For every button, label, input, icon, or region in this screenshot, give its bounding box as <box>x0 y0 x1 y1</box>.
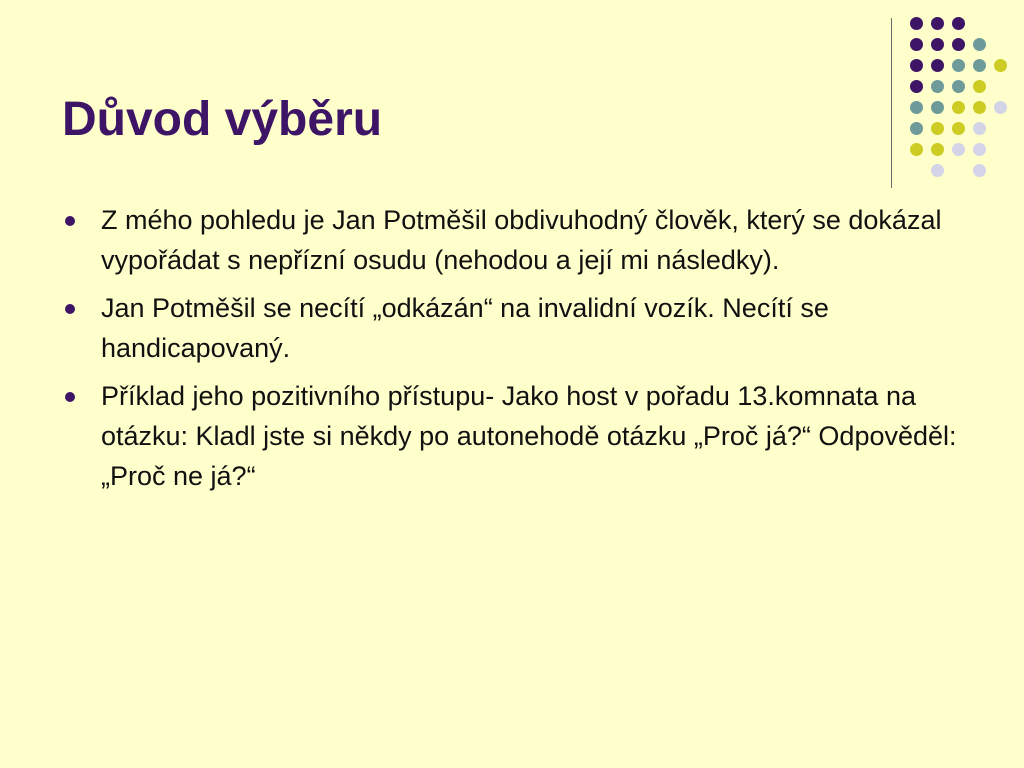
bullet-item <box>62 288 962 368</box>
slide-title: Důvod výběru <box>62 93 383 146</box>
decorative-dot <box>952 38 965 51</box>
bullet-text: Jan Potměšil se necítí „odkázán“ na invalidní vozík. Necítí se handicapovaný. <box>101 293 829 363</box>
decorative-dot <box>910 80 923 93</box>
decorative-dot <box>931 17 944 30</box>
decorative-dot <box>931 59 944 72</box>
bullet-text: Z mého pohledu je Jan Potměšil obdivuhodný člověk, který se dokázal vypořádat s nepřízní osudu (nehodou a její mi následky). <box>101 205 942 275</box>
decorative-dot <box>952 80 965 93</box>
decorative-dot <box>910 143 923 156</box>
bullet-item <box>62 376 962 496</box>
decorative-dot <box>910 38 923 51</box>
decorative-dot <box>910 122 923 135</box>
decorative-dot <box>994 101 1007 114</box>
bullet-dot-icon <box>65 304 75 314</box>
decorative-dot <box>952 122 965 135</box>
decorative-dot <box>952 143 965 156</box>
bullet-dot-icon <box>65 392 75 402</box>
vertical-divider-line <box>891 18 892 188</box>
decorative-dot <box>973 101 986 114</box>
decorative-dot <box>931 38 944 51</box>
decorative-dot <box>952 59 965 72</box>
bullet-list <box>62 200 962 504</box>
decorative-dot <box>973 59 986 72</box>
decorative-dot <box>973 143 986 156</box>
decorative-dot <box>931 143 944 156</box>
decorative-dot <box>973 38 986 51</box>
bullet-text: Příklad jeho pozitivního přístupu- Jako host v pořadu 13.komnata na otázku: Kladl jste si někdy po autonehodě otázku „Proč já?“ Odpověděl: „Proč ne já?“ <box>101 381 957 491</box>
decorative-dot <box>973 164 986 177</box>
bullet-item <box>62 200 962 280</box>
decorative-dot <box>973 80 986 93</box>
decorative-dot <box>931 101 944 114</box>
decorative-dot <box>931 122 944 135</box>
decorative-dot <box>952 101 965 114</box>
decorative-dot <box>910 59 923 72</box>
decorative-dot <box>973 122 986 135</box>
decorative-dot <box>931 80 944 93</box>
bullet-dot-icon <box>65 216 75 226</box>
decorative-dot <box>952 17 965 30</box>
decorative-dot <box>910 101 923 114</box>
decorative-dot <box>910 17 923 30</box>
decorative-dot <box>994 59 1007 72</box>
decorative-dot <box>931 164 944 177</box>
